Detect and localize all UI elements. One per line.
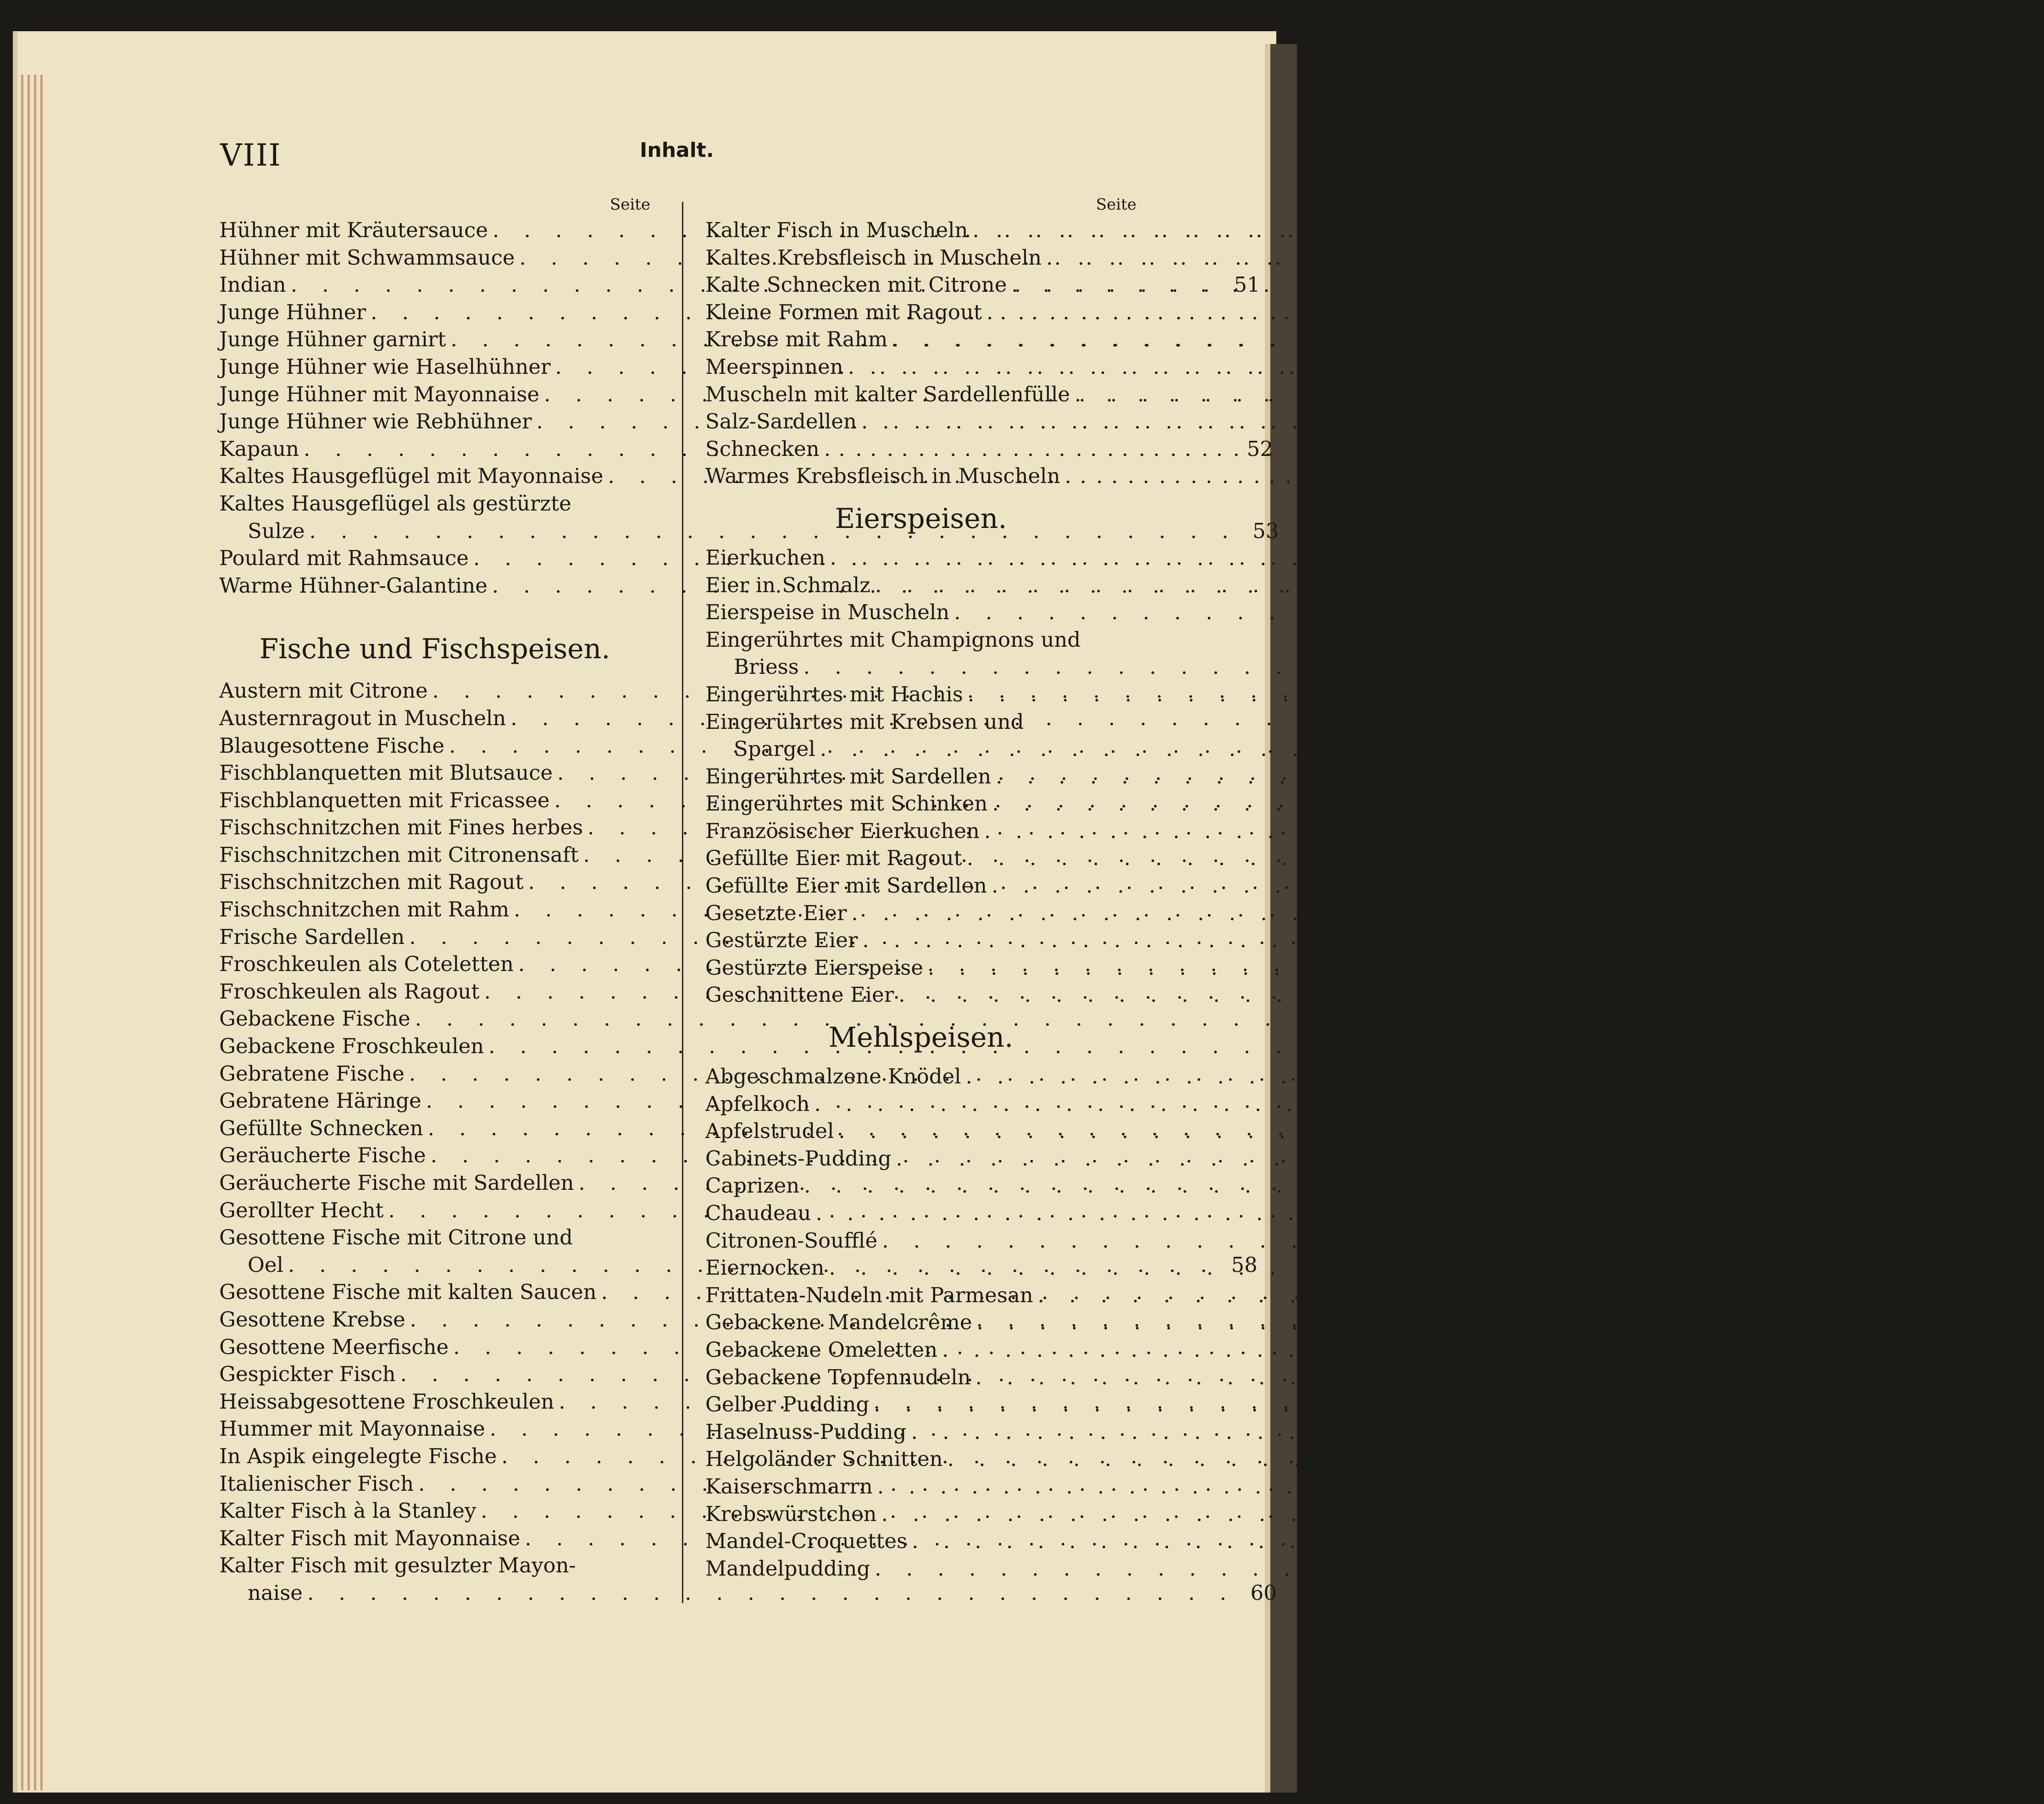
toc-entry-page: 64 bbox=[1911, 682, 1937, 706]
toc-entry-page: 70 bbox=[1820, 1474, 1847, 1499]
toc-entry-title: Haselnuss-Pudding bbox=[705, 1419, 907, 1444]
toc-entry-page: 58 bbox=[1331, 1198, 1358, 1222]
toc-entry-title: Gelber Pudding bbox=[705, 1392, 870, 1417]
toc-entry-page: 56 bbox=[1352, 924, 1379, 949]
toc-entry-title: Hummer mit Mayonnaise bbox=[219, 1416, 485, 1441]
toc-entry-page: 58 bbox=[1374, 1143, 1400, 1168]
toc-entry-page: 54 bbox=[1375, 678, 1402, 703]
leader-dots bbox=[892, 1145, 1824, 1172]
toc-entry-page: 58 bbox=[1544, 1280, 1571, 1304]
toc-entry-title: Gefüllte Eier mit Ragout bbox=[705, 846, 962, 871]
toc-entry-page: 57 bbox=[1371, 1116, 1397, 1140]
toc-entry-title: Kalte Schnecken mit Citrone bbox=[705, 272, 1007, 297]
toc-entry-title-line2: naise bbox=[248, 1580, 303, 1605]
toc-entry-page: 69 bbox=[1918, 1365, 1945, 1389]
toc-entry-title: Italienischer Fisch bbox=[219, 1471, 414, 1496]
toc-entry-title: Warme Hühner-Galantine bbox=[219, 573, 487, 598]
toc-entry-continuation bbox=[219, 1579, 1277, 1607]
toc-entry-title-line1: Kaltes Hausgeflügel als gestürzte bbox=[219, 491, 571, 516]
toc-entry-title: Kalter Fisch in Muscheln bbox=[705, 218, 968, 242]
leader-dots bbox=[820, 435, 1752, 463]
toc-entry-page: 61 bbox=[1955, 272, 1981, 297]
toc-entry-title: Gebackene Fische bbox=[219, 1006, 410, 1031]
toc-entry-page: 55 bbox=[1500, 760, 1527, 785]
toc-entry-page: 63 bbox=[1897, 600, 1924, 625]
leader-dots bbox=[858, 927, 1790, 954]
leader-dots bbox=[1070, 381, 2003, 408]
toc-entry-title: Froschkeulen als Ragout bbox=[219, 979, 480, 1004]
leader-dots bbox=[923, 954, 1856, 982]
toc-entry-title: Fischschnitzchen mit Citronensaft bbox=[219, 842, 579, 867]
toc-entry-page: 60 bbox=[1468, 1526, 1495, 1550]
toc-entry bbox=[705, 599, 1924, 626]
toc-entry-title-line1: Eingerührtes mit Champignons und bbox=[705, 627, 1081, 652]
toc-entry-page: 52 bbox=[1246, 436, 1273, 461]
toc-entry-page: 55 bbox=[1497, 788, 1524, 812]
toc-entry-page: 59 bbox=[1444, 1443, 1471, 1468]
toc-entry-title: Caprizen bbox=[705, 1173, 800, 1198]
toc-entry-page: 58 bbox=[1353, 1307, 1379, 1332]
leader-dots bbox=[799, 1172, 1732, 1199]
leader-dots bbox=[847, 899, 1780, 927]
toc-entry-page: 56 bbox=[1427, 979, 1454, 1004]
toc-entry-title: Gebackene Mandelcrême bbox=[705, 1310, 972, 1335]
toc-entry-title: Indian bbox=[219, 272, 286, 297]
toc-entry-title: Eierspeise in Muscheln bbox=[705, 600, 950, 625]
toc-entry-page: 60 bbox=[1424, 1499, 1451, 1523]
toc-entry-page: 51 bbox=[1462, 245, 1489, 270]
toc-entry-title: Gesottene Meerfische bbox=[219, 1334, 449, 1359]
toc-entry-title: Gestürzte Eier bbox=[705, 928, 858, 953]
toc-entry-page: 61 bbox=[1989, 245, 2016, 270]
toc-entry-page: 55 bbox=[1471, 870, 1498, 894]
toc-entry-title-line2: Oel bbox=[248, 1252, 283, 1277]
toc-entry-title: Austernragout in Muscheln bbox=[219, 705, 506, 730]
leader-dots bbox=[877, 1227, 1810, 1254]
toc-entry-page: 67 bbox=[1909, 1064, 1935, 1089]
toc-entry-page: 55 bbox=[1530, 815, 1557, 840]
leader-dots bbox=[870, 572, 1803, 599]
toc-entry-page: 71 bbox=[1817, 1556, 1845, 1581]
toc-entry-title: Eier in Schmalz bbox=[705, 572, 870, 597]
toc-entry-title: Poulard mit Rahmsauce bbox=[219, 546, 469, 571]
toc-entry-title: Muscheln mit kalter Sardellenfülle bbox=[705, 382, 1070, 406]
toc-entry-page: 68 bbox=[1839, 1146, 1866, 1171]
toc-entry-title: Mandelpudding bbox=[705, 1556, 870, 1581]
toc-entry-page: 70 bbox=[1824, 1501, 1851, 1526]
leader-dots bbox=[1007, 271, 1939, 299]
toc-entry-title: Junge Hühner mit Mayonnaise bbox=[219, 382, 540, 406]
toc-entry-title-line2: Sulze bbox=[248, 518, 305, 543]
toc-entry-page: 69 bbox=[1920, 1310, 1946, 1335]
toc-entry-title: Hühner mit Kräutersauce bbox=[219, 218, 488, 242]
toc-entry-page: 52 bbox=[1498, 354, 1525, 379]
toc-entry-title: In Aspik eingelegte Fische bbox=[219, 1443, 497, 1468]
toc-entry-page: 56 bbox=[1358, 1006, 1385, 1031]
toc-entry bbox=[705, 1227, 1852, 1254]
toc-entry-page: 66 bbox=[1842, 982, 1868, 1007]
leader-dots bbox=[907, 1418, 1839, 1446]
toc-entry bbox=[219, 1005, 1385, 1032]
toc-entry-page: 68 bbox=[1747, 1173, 1774, 1198]
toc-entry-page: 52 bbox=[1487, 382, 1514, 406]
toc-entry-title: Blaugesottene Fische bbox=[219, 733, 445, 758]
leader-dots bbox=[825, 1254, 1757, 1282]
leader-dots bbox=[815, 735, 1748, 763]
leader-dots bbox=[991, 763, 1924, 790]
page-number: VIII bbox=[220, 138, 282, 173]
toc-entry-page: 55 bbox=[1526, 842, 1553, 867]
toc-entry-page: 60 bbox=[1361, 1471, 1388, 1496]
toc-entry-continuation bbox=[705, 653, 1773, 681]
toc-entry-title: Fischschnitzchen mit Fines herbes bbox=[219, 815, 583, 840]
toc-entry-title: Eingerührtes mit Sardellen bbox=[705, 764, 992, 788]
toc-entry-page: 61 bbox=[2017, 382, 2044, 406]
toc-entry-page: 66 bbox=[1871, 955, 1897, 980]
toc-entry-title: Froschkeulen als Coteletten bbox=[219, 952, 514, 977]
toc-entry-title: Fischschnitzchen mit Ragout bbox=[219, 870, 524, 894]
leader-dots bbox=[894, 981, 1827, 1009]
toc-entry-page: 60 bbox=[1250, 1580, 1277, 1605]
toc-entry-title: Gebratene Häringe bbox=[219, 1088, 421, 1113]
page-edge-line bbox=[21, 75, 23, 1790]
toc-entry-page: 53 bbox=[1416, 546, 1443, 571]
toc-entry-title: Austern mit Citrone bbox=[219, 678, 428, 703]
seite-label: Seite bbox=[1096, 195, 1136, 214]
section-heading-mehlspeisen: Mehlspeisen. bbox=[828, 1021, 1014, 1054]
leader-dots bbox=[971, 1364, 1904, 1391]
leader-dots bbox=[961, 1063, 1894, 1090]
leader-dots bbox=[843, 353, 1776, 381]
toc-entry-title-line1: Gesottene Fische mit Citrone und bbox=[219, 1225, 573, 1250]
toc-entry-title: Kleine Formen mit Ragout bbox=[705, 300, 982, 324]
leader-dots bbox=[987, 790, 1920, 817]
leader-dots bbox=[887, 326, 1820, 353]
leader-dots bbox=[937, 1336, 1870, 1364]
toc-entry-page: 70 bbox=[1817, 1392, 1844, 1417]
toc-entry-page: 58 bbox=[1231, 1252, 1257, 1277]
toc-entry-title: Gerollter Hecht bbox=[219, 1198, 384, 1222]
toc-entry-title: Kaltes Hausgeflügel mit Mayonnaise bbox=[219, 464, 604, 488]
toc-entry-page: 71 bbox=[1855, 1529, 1882, 1554]
toc-entry-page: 61 bbox=[1791, 354, 1817, 379]
toc-entry-page: 62 bbox=[1767, 436, 1794, 461]
toc-entry-page: 64 bbox=[1935, 791, 1962, 816]
toc-entry-title-line2: Spargel bbox=[734, 737, 815, 761]
toc-entry-title: Fischblanquetten mit Blutsauce bbox=[219, 760, 553, 785]
toc-entry-page: 62 bbox=[1804, 409, 1831, 434]
toc-entry-page: 52 bbox=[1394, 327, 1420, 352]
toc-entry-title: Frittaten-Nudeln mit Parmesan bbox=[705, 1282, 1033, 1307]
toc-entry-page: 70 bbox=[1890, 1447, 1917, 1471]
toc-entry-title: Gestürzte Eierspeise bbox=[705, 955, 924, 980]
toc-entry-page: 65 bbox=[1806, 928, 1832, 953]
toc-entry-title: Frische Sardellen bbox=[219, 924, 405, 949]
toc-entry-page: 63 bbox=[1818, 572, 1845, 597]
page-edge-line bbox=[28, 75, 30, 1790]
toc-entry-page: 70 bbox=[1854, 1419, 1881, 1444]
toc-entry-title: Citronen-Soufflé bbox=[705, 1228, 878, 1253]
toc-entry-page: 64 bbox=[1939, 764, 1966, 788]
toc-entry-title: Salz-Sardellen bbox=[705, 409, 857, 434]
leader-dots bbox=[825, 544, 1758, 572]
toc-entry-title: Helgoländer Schnitten bbox=[705, 1447, 943, 1471]
toc-entry-page: 57 bbox=[1352, 1061, 1379, 1086]
toc-entry-page: 57 bbox=[1369, 1088, 1396, 1113]
toc-entry-page: 54 bbox=[1392, 733, 1419, 758]
toc-entry-title: Kaltes Krebsfleisch in Muscheln bbox=[705, 245, 1042, 270]
toc-entry-title: Kapaun bbox=[219, 436, 299, 461]
toc-entry-title: Schnecken bbox=[705, 436, 820, 461]
toc-entry bbox=[705, 1555, 1845, 1582]
toc-entry-title: Apfelstrudel bbox=[705, 1119, 834, 1143]
leader-dots bbox=[962, 844, 1895, 872]
toc-entry-page: 61 bbox=[1835, 327, 1862, 352]
toc-entry-title: Junge Hühner wie Rebhühner bbox=[219, 409, 532, 434]
leader-dots bbox=[987, 872, 1920, 899]
section-heading-fische: Fische und Fischspeisen. bbox=[259, 633, 610, 666]
toc-entry-page: 69 bbox=[1885, 1337, 1912, 1362]
toc-entry-page: 56 bbox=[1457, 897, 1484, 922]
toc-entry-page: 65 bbox=[1795, 900, 1821, 925]
leader-dots bbox=[857, 408, 1789, 435]
toc-entry-page: 57 bbox=[1431, 1034, 1458, 1059]
toc-entry-title-line1: Eingerührtes mit Krebsen und bbox=[705, 709, 1024, 734]
toc-entry-title: Kaiserschmarrn bbox=[705, 1474, 873, 1499]
toc-entry-page: 62 bbox=[2008, 464, 2034, 488]
toc-entry-title: Gesottene Krebse bbox=[219, 1307, 405, 1332]
toc-entry-title: Meerspinnen bbox=[705, 354, 843, 379]
toc-entry-title-line1: Kalter Fisch mit gesulzter Mayon- bbox=[219, 1553, 576, 1578]
toc-entry-page: 68 bbox=[1759, 1201, 1785, 1225]
toc-entry-page: 52 bbox=[1479, 409, 1506, 434]
toc-entry-title: Apfelkoch bbox=[705, 1091, 810, 1116]
leader-dots bbox=[1033, 1282, 1966, 1309]
leader-dots bbox=[972, 1309, 1905, 1336]
toc-entry-page: 63 bbox=[1773, 545, 1800, 570]
toc-entry-page: 56 bbox=[1461, 952, 1488, 977]
toc-entry-title: Geschnittene Eier bbox=[705, 982, 894, 1007]
toc-entry-page: 58 bbox=[1522, 1171, 1548, 1195]
toc-entry-title: Geräucherte Fische bbox=[219, 1143, 426, 1168]
leader-dots bbox=[968, 216, 1901, 244]
leader-dots bbox=[980, 817, 1912, 845]
toc-entry-page: 69 bbox=[1981, 1282, 2007, 1307]
leader-dots bbox=[303, 1579, 1235, 1607]
leader-dots bbox=[907, 1527, 1840, 1555]
toc-entry-title: Eingerührtes mit Hachis bbox=[705, 682, 963, 706]
leader-dots bbox=[870, 1555, 1803, 1582]
toc-entry-title: Fischschnitzchen mit Rahm bbox=[219, 897, 510, 922]
section-heading-eierspeisen: Eierspeisen. bbox=[835, 502, 1007, 535]
toc-entry-page: 54 bbox=[1454, 705, 1480, 730]
toc-entry-page: 59 bbox=[1502, 1389, 1529, 1414]
toc-entry-title: Cabinets-Pudding bbox=[705, 1146, 892, 1171]
toc-entry-title: Gespickter Fisch bbox=[219, 1362, 396, 1387]
toc-entry-title: Gebackene Omeletten bbox=[705, 1337, 938, 1362]
running-title: Inhalt. bbox=[640, 139, 714, 162]
toc-entry-title: Gesottene Fische mit kalten Saucen bbox=[219, 1280, 597, 1304]
toc-entry-title: Gebackene Froschkeulen bbox=[219, 1034, 484, 1059]
toc-entry-title: Geräucherte Fische mit Sardellen bbox=[219, 1171, 574, 1195]
page-edge-line bbox=[34, 75, 36, 1790]
leader-dots bbox=[943, 1445, 1876, 1473]
toc-entry-wrapped bbox=[705, 626, 1773, 681]
toc-entry-title: Mandel-Croquettes bbox=[705, 1529, 908, 1554]
toc-entry-page: 61 bbox=[1929, 300, 1956, 324]
leader-dots bbox=[949, 599, 1882, 626]
leader-dots bbox=[982, 299, 1915, 326]
toc-entry-title: Chaudeau bbox=[705, 1201, 811, 1225]
toc-entry-page: 69 bbox=[1772, 1255, 1799, 1280]
page-edge-line bbox=[40, 75, 43, 1790]
toc-entry-title: Gesetzte Eier bbox=[705, 900, 847, 925]
toc-entry-page: 59 bbox=[1433, 1416, 1459, 1441]
leader-dots bbox=[873, 1473, 1806, 1500]
leader-dots bbox=[811, 1199, 1744, 1227]
leader-dots bbox=[1060, 462, 1993, 490]
leader-dots bbox=[834, 1117, 1767, 1145]
toc-entry-page: 65 bbox=[1910, 846, 1936, 871]
toc-entry-title: Junge Hühner bbox=[219, 300, 366, 324]
leader-dots bbox=[869, 1391, 1802, 1418]
toc-entry-page: 53 bbox=[1252, 518, 1279, 543]
toc-entry-title: Junge Hühner wie Haselhühner bbox=[219, 354, 551, 379]
leader-dots bbox=[810, 1090, 1743, 1118]
leader-dots bbox=[963, 681, 1896, 708]
toc-entry-title: Gebackene Topfennudeln bbox=[705, 1365, 971, 1389]
toc-entry-page: 52 bbox=[1551, 464, 1578, 488]
toc-entry-title: Heissabgesottene Froschkeulen bbox=[219, 1389, 554, 1414]
seite-label: Seite bbox=[609, 195, 650, 214]
toc-entry-page: 51 bbox=[1234, 272, 1260, 297]
toc-entry-title: Eiernocken bbox=[705, 1255, 825, 1280]
leader-dots bbox=[877, 1500, 1810, 1528]
toc-entry-title: Kalter Fisch mit Mayonnaise bbox=[219, 1526, 521, 1550]
toc-entry-title: Französischer Eierkuchen bbox=[705, 818, 980, 843]
toc-entry-page: 64 bbox=[1763, 737, 1789, 761]
leader-dots bbox=[799, 653, 1732, 681]
toc-entry-page: 51 bbox=[1435, 218, 1462, 242]
toc-entry-page: 60 bbox=[1916, 218, 1942, 242]
toc-entry-title: Eingerührtes mit Schinken bbox=[705, 791, 988, 816]
toc-entry-page: 67 bbox=[1782, 1119, 1808, 1143]
toc-entry-title: Junge Hühner garnirt bbox=[219, 327, 446, 352]
toc-entry-page: 64 bbox=[1927, 818, 1954, 843]
toc-entry-title: Gebratene Fische bbox=[219, 1061, 404, 1086]
toc-entry-page: 59 bbox=[1343, 1362, 1370, 1387]
toc-entry-title: Warmes Krebsfleisch in Muscheln bbox=[705, 464, 1060, 488]
toc-entry-title: Krebswürstchen bbox=[705, 1501, 877, 1526]
toc-entry-title: Gefüllte Schnecken bbox=[219, 1116, 423, 1140]
toc-entry-page: 52 bbox=[1313, 300, 1341, 324]
toc-entry-title: Kalter Fisch à la Stanley bbox=[219, 1499, 476, 1523]
toc-entry-title: Fischblanquetten mit Fricassee bbox=[219, 788, 550, 812]
toc-entry-title-line2: Briess bbox=[734, 655, 799, 679]
toc-entry-page: 64 bbox=[1746, 655, 1773, 679]
toc-entry-title: Abgeschmalzene Knödel bbox=[705, 1064, 961, 1089]
toc-entry-page: 68 bbox=[1825, 1228, 1852, 1253]
toc-entry-title: Hühner mit Schwammsauce bbox=[219, 245, 515, 270]
toc-entry-title: Eierkuchen bbox=[705, 545, 825, 570]
toc-entry-page: 53 bbox=[1435, 573, 1462, 598]
toc-entry-title: Gefüllte Eier mit Sardellen bbox=[705, 873, 987, 898]
leader-dots bbox=[1041, 244, 1974, 272]
toc-entry-page: 59 bbox=[1396, 1334, 1423, 1359]
toc-entry-page: 67 bbox=[1757, 1091, 1784, 1116]
toc-entry-title: Krebse mit Rahm bbox=[705, 327, 888, 352]
toc-entry-page: 65 bbox=[1934, 873, 1961, 898]
